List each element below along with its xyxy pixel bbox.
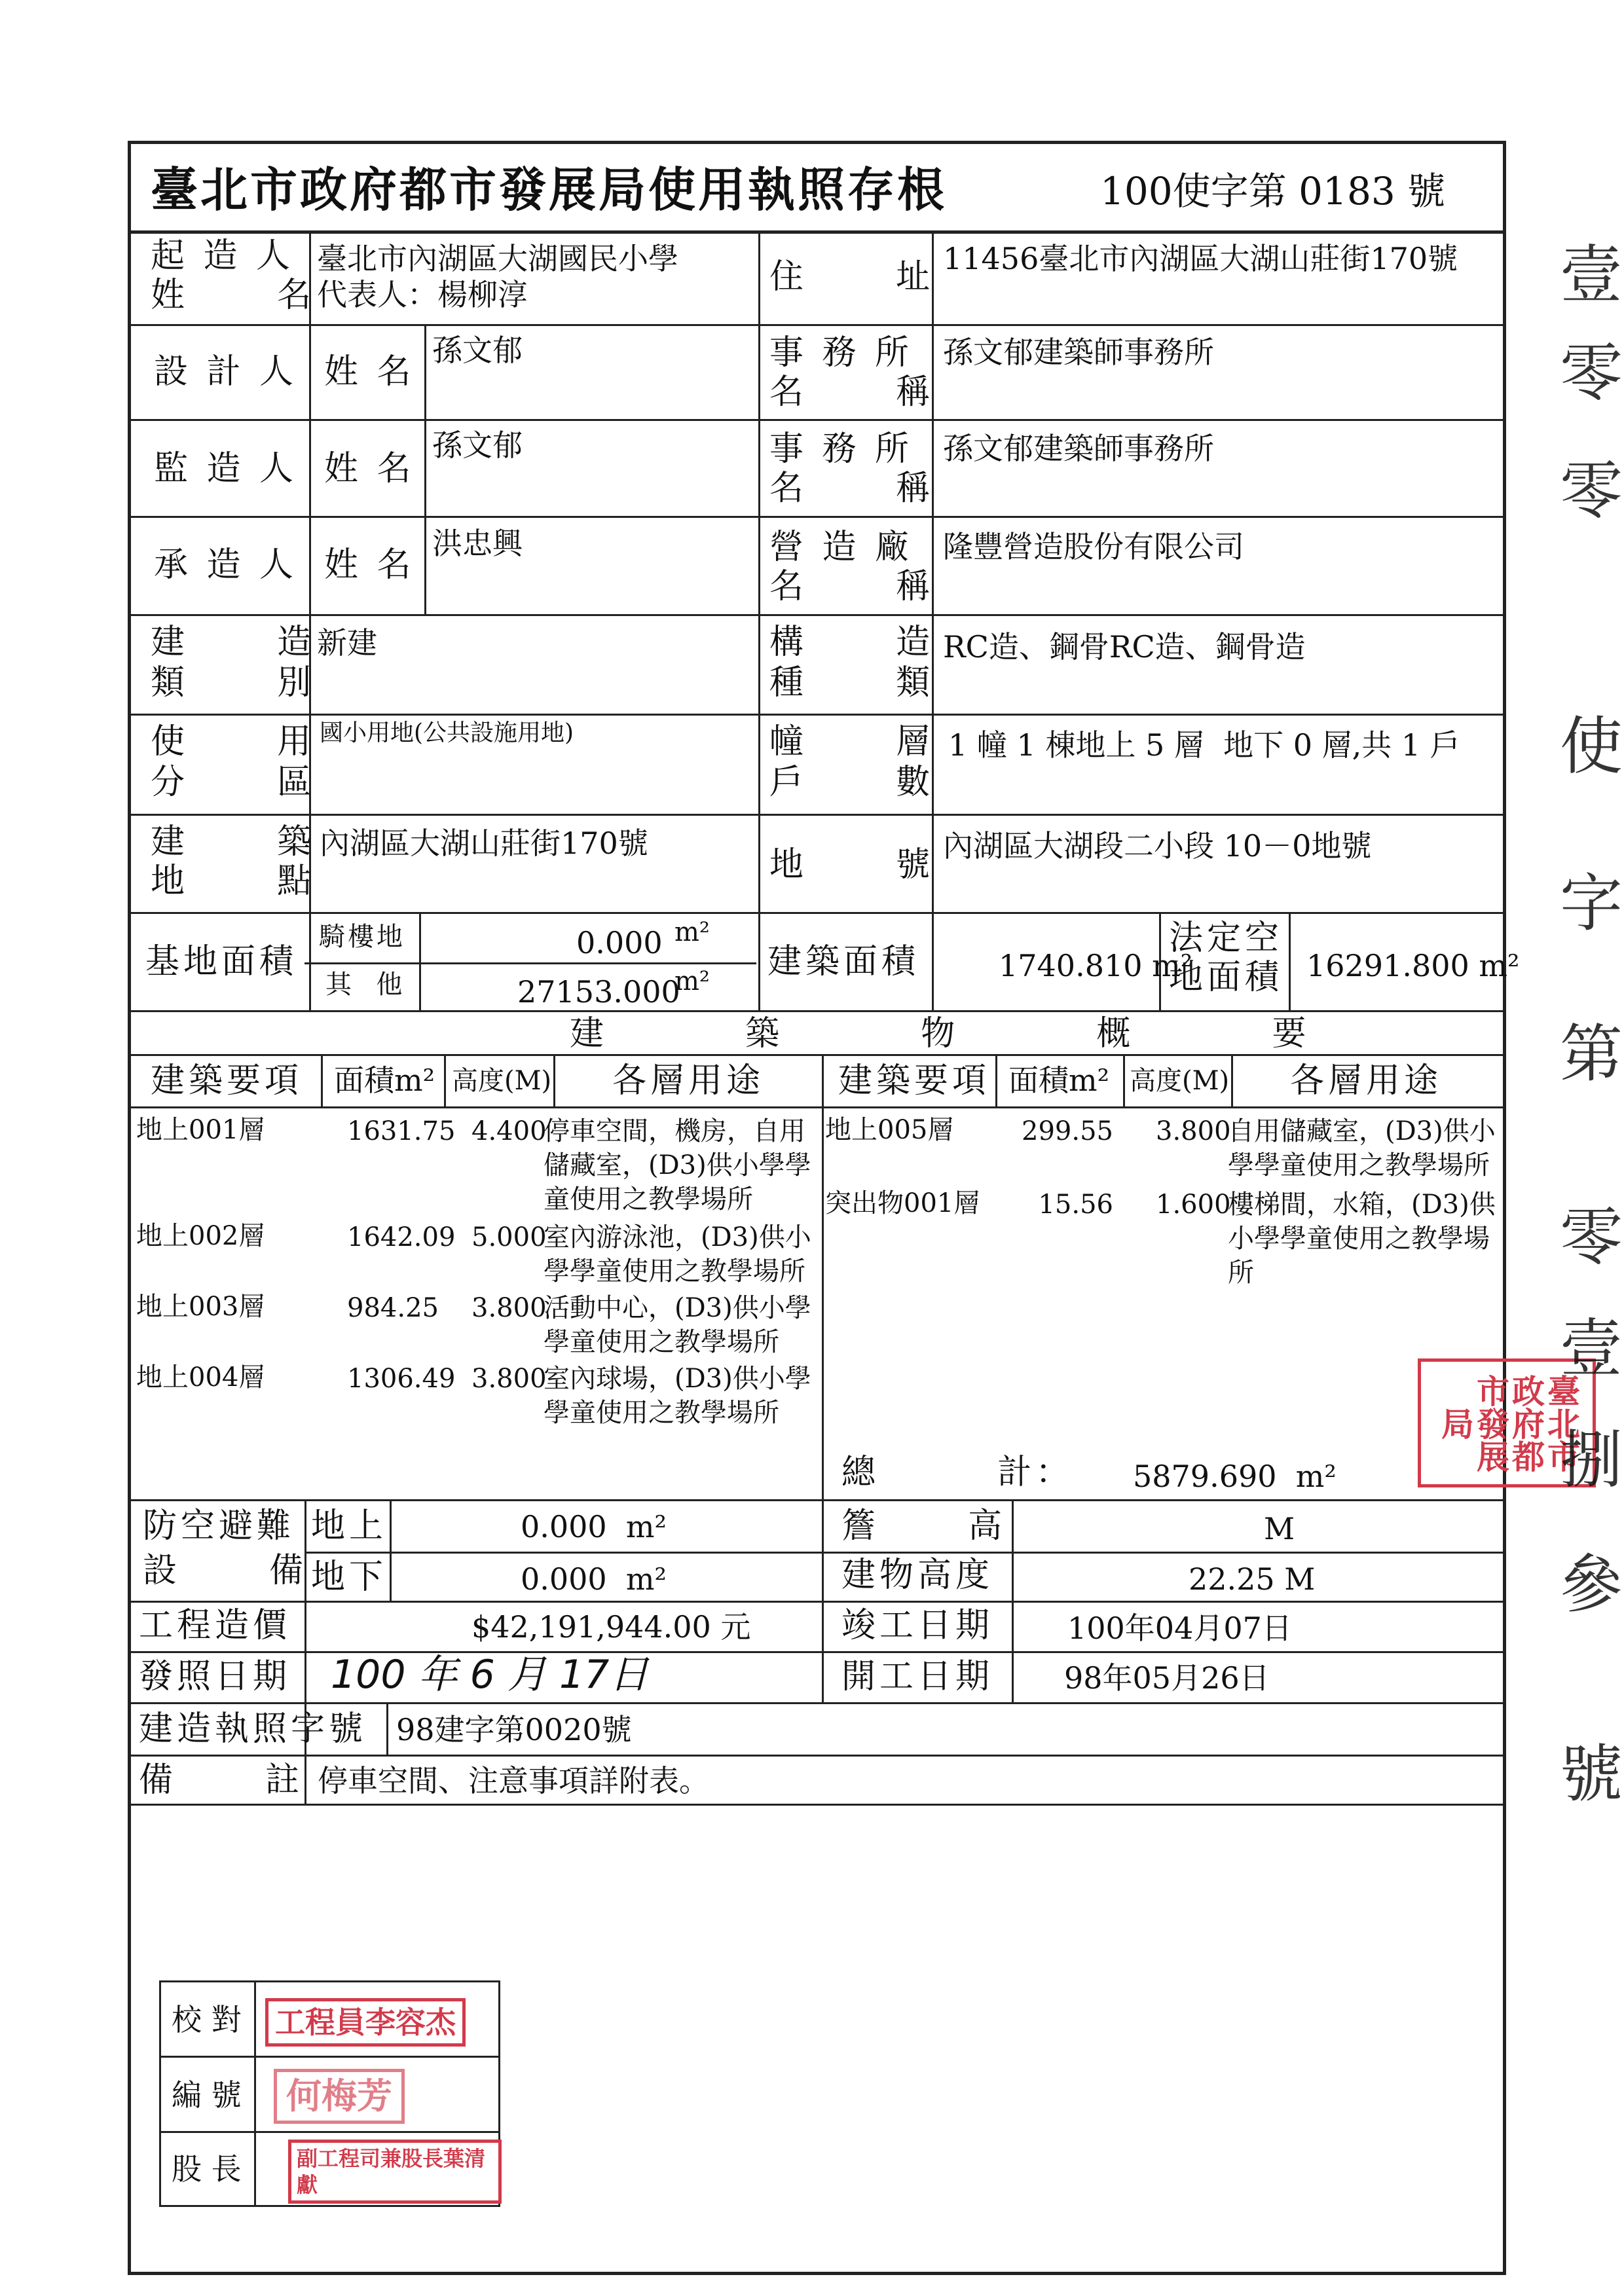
cost-label: 工程造價	[139, 1606, 291, 1645]
signoff-label: 編 號	[172, 2077, 242, 2113]
floor-height: 3.800	[471, 1293, 547, 1323]
issue-label: 發照日期	[139, 1657, 291, 1696]
start-date: 98年05月26日	[1064, 1660, 1270, 1696]
zoning-label-2: 分 區	[151, 763, 316, 802]
supervisor-office-label-1: 事 務 所	[769, 429, 913, 469]
col-use-left: 各層用途	[612, 1061, 765, 1101]
col-area-right: 面積m²	[1008, 1063, 1110, 1098]
shelter-above-label: 地上	[311, 1506, 388, 1546]
start-label: 開工日期	[841, 1657, 994, 1696]
applicant-label-2: 姓 名	[151, 276, 316, 315]
floor-area: 1306.49	[347, 1364, 456, 1394]
shelter-above: 0.000 m²	[521, 1509, 667, 1544]
floor-height: 4.400	[471, 1116, 547, 1146]
designer-name-label: 姓 名	[324, 352, 415, 392]
side-char: 零	[1560, 454, 1623, 528]
units-label-2: 戶 數	[769, 763, 934, 802]
floor-name: 地上004層	[136, 1362, 265, 1393]
checker-stamp: 工程員李容杰	[265, 1998, 466, 2047]
floor-name: 地上005層	[825, 1115, 954, 1145]
side-char: 零	[1560, 337, 1623, 410]
zoning-label-1: 使 用	[151, 722, 316, 761]
applicant-name: 臺北市內湖區大湖國民小學	[317, 241, 678, 276]
building-area: 1740.810 m²	[999, 948, 1193, 983]
construction-permit-number: 98建字第0020號	[396, 1712, 632, 1747]
shelter-below-label: 地下	[311, 1558, 388, 1597]
floor-area: 984.25	[347, 1293, 439, 1323]
floor-area: 1642.09	[347, 1222, 456, 1252]
address-label: 住 址	[769, 257, 934, 297]
location-value: 內湖區大湖山莊街170號	[320, 826, 648, 861]
bureau-seal-text: 臺北市政府都市發展局	[1436, 1374, 1580, 1472]
supervisor-office-label-2: 名 稱	[769, 469, 934, 508]
other-unit: m²	[674, 966, 710, 996]
floor-height: 3.800	[471, 1364, 547, 1394]
designer-office-label-2: 名 稱	[769, 373, 934, 412]
floor-area: 1631.75	[347, 1116, 456, 1146]
supervisor-office: 孫文郁建築師事務所	[943, 431, 1214, 466]
eaves-label: 簷 高	[841, 1506, 1006, 1546]
side-char: 字	[1560, 867, 1623, 940]
designer-office: 孫文郁建築師事務所	[943, 335, 1214, 370]
side-char: 第	[1560, 1017, 1623, 1091]
floor-use: 停車空間，機房，自用儲藏室，(D3)供小學學童使用之教學場所	[544, 1116, 811, 1214]
structure-label-1: 構 造	[769, 623, 934, 662]
supervisor-name: 孫文郁	[432, 428, 523, 463]
zoning-value: 國小用地(公共設施用地)	[320, 720, 574, 746]
col-use-right: 各層用途	[1290, 1061, 1443, 1101]
page-title: 臺北市政府都市發展局使用執照存根	[151, 162, 948, 217]
col-item-left: 建築要項	[151, 1061, 303, 1101]
floor-area: 299.55	[1022, 1116, 1113, 1146]
arcade-label: 騎樓地	[319, 922, 405, 952]
floor-name: 地上003層	[136, 1292, 265, 1322]
side-char: 參	[1560, 1548, 1623, 1621]
remarks-label: 備 註	[139, 1760, 304, 1800]
signoff-label: 校 對	[172, 2002, 242, 2037]
contractor-office-label-2: 名 稱	[769, 567, 934, 606]
side-char: 號	[1560, 1738, 1623, 1811]
shelter-label-1: 防空避難	[143, 1506, 295, 1546]
side-char: 壹	[1560, 1312, 1623, 1385]
side-char: 壹	[1560, 238, 1623, 312]
open-area-label-2: 地面積	[1169, 958, 1283, 997]
total-value: 5879.690 m²	[1133, 1459, 1337, 1494]
remarks-value: 停車空間、注意事項詳附表。	[318, 1763, 709, 1798]
floor-name: 地上002層	[136, 1221, 265, 1251]
completion-label: 竣工日期	[841, 1606, 994, 1645]
structure-label-2: 種 類	[769, 663, 934, 702]
floor-name: 地上001層	[136, 1115, 265, 1145]
total-label: 總 計：	[841, 1453, 1074, 1492]
contractor-office: 隆豐營造股份有限公司	[943, 529, 1244, 564]
build-type-label-1: 建 造	[151, 623, 316, 662]
other-label: 其 他	[325, 970, 405, 1000]
col-area-left: 面積m²	[334, 1063, 435, 1098]
designer-office-label-1: 事 務 所	[769, 333, 913, 373]
floor-use: 樓梯間，水箱，(D3)供小學學童使用之教學場所	[1228, 1190, 1496, 1288]
contractor-label: 承 造 人	[154, 545, 298, 585]
open-area-label-1: 法定空	[1169, 919, 1283, 958]
arcade-unit: m²	[674, 917, 710, 947]
site-area-label: 基地面積	[145, 942, 298, 981]
section-chief-stamp: 副工程司兼股長葉清獻	[288, 2140, 502, 2204]
col-height-right: 高度(M)	[1130, 1066, 1230, 1096]
signoff-label: 股 長	[172, 2151, 242, 2187]
eaves-value: M	[1264, 1511, 1295, 1546]
contractor-office-label-1: 營 造 廠	[769, 528, 913, 567]
side-char: 使	[1560, 710, 1623, 783]
numbering-stamp: 何梅芳	[274, 2069, 405, 2124]
col-item-right: 建築要項	[838, 1061, 991, 1101]
units-label-1: 幢 層	[769, 722, 934, 761]
floor-area: 15.56	[1038, 1190, 1113, 1220]
units-value: 1 幢 1 棟地上 5 層 地下 0 層,共 1 戶	[948, 727, 1460, 763]
cost-value: $42,191,944.00 元	[471, 1609, 751, 1645]
col-height-left: 高度(M)	[452, 1066, 552, 1096]
bldg-height-value: 22.25 M	[1189, 1561, 1316, 1597]
summary-header: 建 築 物 概 要	[570, 1014, 1326, 1053]
location-label-2: 地 點	[151, 862, 316, 901]
applicant-label-1: 起 造 人	[151, 236, 295, 276]
floor-use: 室內球場，(D3)供小學學童使用之教學場所	[544, 1364, 811, 1428]
side-char: 捌	[1560, 1423, 1623, 1497]
bldg-height-label: 建物高度	[841, 1556, 994, 1595]
floor-height: 1.600	[1156, 1190, 1231, 1220]
supervisor-name-label: 姓 名	[324, 449, 415, 488]
building-area-label: 建築面積	[767, 942, 920, 981]
arcade-area: 0.000	[576, 925, 663, 960]
other-area: 27153.000	[517, 974, 680, 1010]
applicant-rep: 代表人：楊柳淳	[317, 277, 528, 312]
floor-height: 5.000	[471, 1222, 547, 1252]
side-char: 零	[1560, 1201, 1623, 1274]
build-type: 新建	[317, 625, 377, 661]
lot-label: 地 號	[769, 845, 934, 884]
floor-name: 突出物001層	[825, 1188, 980, 1218]
build-type-label-2: 類 別	[151, 663, 316, 702]
open-area: 16291.800 m²	[1306, 948, 1520, 983]
floor-use: 室內游泳池，(D3)供小學學童使用之教學場所	[544, 1222, 811, 1286]
permit-number: 100使字第 0183 號	[1100, 169, 1446, 213]
supervisor-label: 監 造 人	[154, 449, 298, 488]
structure-type: RC造、鋼骨RC造、鋼骨造	[943, 629, 1306, 665]
floor-height: 3.800	[1156, 1116, 1231, 1146]
designer-label: 設 計 人	[154, 352, 298, 392]
designer-name: 孫文郁	[432, 333, 523, 368]
contractor-name: 洪忠興	[432, 526, 523, 561]
completion-date: 100年04月07日	[1067, 1611, 1292, 1646]
floor-use: 自用儲藏室，(D3)供小學學童使用之教學場所	[1228, 1116, 1496, 1180]
construction-permit-label: 建造執照字號	[139, 1709, 367, 1749]
shelter-below: 0.000 m²	[521, 1561, 667, 1597]
applicant-address: 11456臺北市內湖區大湖山莊街170號	[943, 241, 1458, 276]
contractor-name-label: 姓 名	[324, 545, 415, 585]
lot-value: 內湖區大湖段二小段 10－0地號	[943, 828, 1372, 864]
issue-date: 100 年 6 月 17日	[331, 1652, 649, 1698]
floor-use: 活動中心，(D3)供小學學童使用之教學場所	[544, 1293, 811, 1357]
shelter-label-2: 設 備	[143, 1551, 308, 1590]
location-label-1: 建 築	[151, 822, 316, 862]
